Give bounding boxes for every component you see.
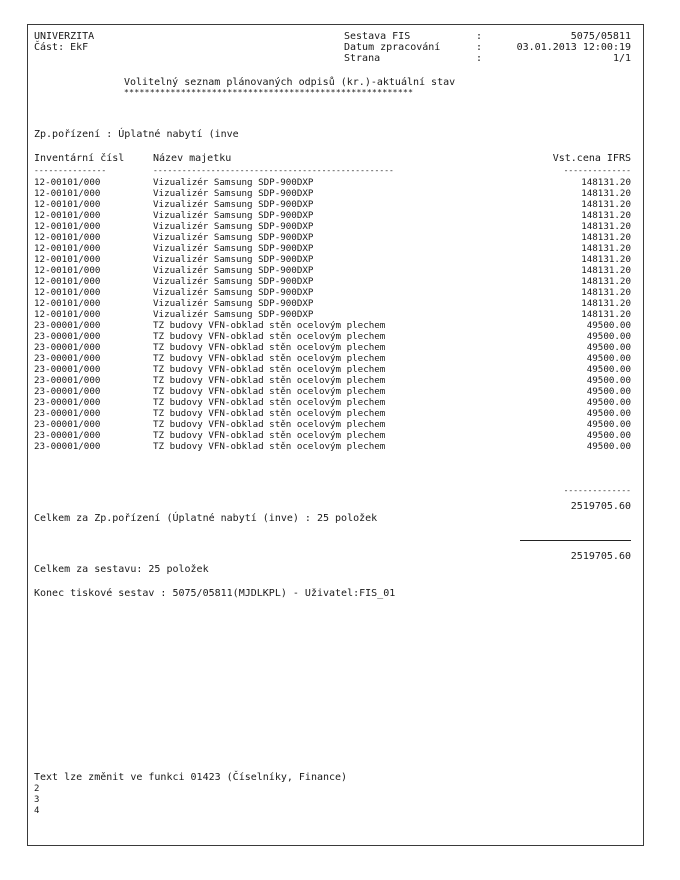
report-title: Volitelný seznam plánovaných odpisů (kr.)-aktuální stav xyxy=(124,77,456,88)
table-row xyxy=(28,364,645,375)
inventory-number: 23-00001/000 xyxy=(34,342,101,353)
table-row xyxy=(28,177,645,188)
asset-name: Vizualizér Samsung SDP-900DXP xyxy=(153,188,314,199)
table-row xyxy=(28,419,645,430)
asset-value: 49500.00 xyxy=(586,364,631,375)
asset-value: 148131.20 xyxy=(581,188,631,199)
asset-value: 49500.00 xyxy=(586,397,631,408)
table-row xyxy=(28,309,645,320)
asset-name: Vizualizér Samsung SDP-900DXP xyxy=(153,199,314,210)
inventory-number: 23-00001/000 xyxy=(34,441,101,452)
total-value: 2519705.60 xyxy=(570,551,631,562)
footer-line-2: 2 xyxy=(34,784,40,794)
asset-name: Vizualizér Samsung SDP-900DXP xyxy=(153,221,314,232)
table-row xyxy=(28,430,645,441)
asset-value: 148131.20 xyxy=(581,177,631,188)
asset-value: 49500.00 xyxy=(586,441,631,452)
table-row xyxy=(28,276,645,287)
page-sep: : xyxy=(476,53,483,64)
asset-name: TZ budovy VFN-obklad stěn ocelovým plechem xyxy=(153,364,386,375)
asset-value: 148131.20 xyxy=(581,232,631,243)
inventory-number: 12-00101/000 xyxy=(34,188,101,199)
inventory-number: 12-00101/000 xyxy=(34,309,101,320)
inventory-number: 12-00101/000 xyxy=(34,254,101,265)
inventory-number: 12-00101/000 xyxy=(34,221,101,232)
asset-value: 49500.00 xyxy=(586,353,631,364)
asset-name: Vizualizér Samsung SDP-900DXP xyxy=(153,309,314,320)
asset-name: Vizualizér Samsung SDP-900DXP xyxy=(153,232,314,243)
asset-value: 49500.00 xyxy=(586,408,631,419)
asset-value: 148131.20 xyxy=(581,199,631,210)
page-label: Strana xyxy=(344,53,381,64)
report-sep: : xyxy=(476,31,483,42)
asset-name: Vizualizér Samsung SDP-900DXP xyxy=(153,243,314,254)
processing-date: 03.01.2013 12:00:19 xyxy=(516,42,631,53)
org-part: Část: EkF xyxy=(34,42,89,53)
subtotal-dashes: -------------- xyxy=(563,486,631,495)
asset-name: TZ budovy VFN-obklad stěn ocelovým plechem xyxy=(153,375,386,386)
asset-name: TZ budovy VFN-obklad stěn ocelovým plechem xyxy=(153,419,386,430)
subtotal-label: Celkem za Zp.pořízení (Úplatné nabytí (inve) : 25 položek xyxy=(34,513,378,524)
inventory-number: 12-00101/000 xyxy=(34,243,101,254)
table-row xyxy=(28,254,645,265)
asset-name: Vizualizér Samsung SDP-900DXP xyxy=(153,298,314,309)
inventory-number: 12-00101/000 xyxy=(34,210,101,221)
asset-name: Vizualizér Samsung SDP-900DXP xyxy=(153,210,314,221)
asset-name: Vizualizér Samsung SDP-900DXP xyxy=(153,177,314,188)
asset-name: Vizualizér Samsung SDP-900DXP xyxy=(153,265,314,276)
inventory-number: 23-00001/000 xyxy=(34,408,101,419)
column-header-inventory: Inventární čísl xyxy=(34,153,125,164)
total-label: Celkem za sestavu: 25 položek xyxy=(34,564,209,575)
table-row xyxy=(28,210,645,221)
dash-name: -------------------------------------------------- xyxy=(153,166,394,175)
table-row xyxy=(28,408,645,419)
date-label: Datum zpracování xyxy=(344,42,441,53)
asset-name: TZ budovy VFN-obklad stěn ocelovým plechem xyxy=(153,353,386,364)
inventory-number: 23-00001/000 xyxy=(34,419,101,430)
table-row xyxy=(28,221,645,232)
asset-value: 49500.00 xyxy=(586,320,631,331)
asset-name: TZ budovy VFN-obklad stěn ocelovým plechem xyxy=(153,441,386,452)
group-label: Zp.pořízení : Úplatné nabytí (inve xyxy=(34,129,239,140)
asset-value: 148131.20 xyxy=(581,221,631,232)
asset-name: TZ budovy VFN-obklad stěn ocelovým plechem xyxy=(153,397,386,408)
table-row xyxy=(28,397,645,408)
footer-note: Text lze změnit ve funkci 01423 (Číselníky, Finance) xyxy=(34,772,348,783)
report-number: 5075/05811 xyxy=(570,31,631,42)
asset-name: TZ budovy VFN-obklad stěn ocelovým plechem xyxy=(153,342,386,353)
asset-value: 148131.20 xyxy=(581,243,631,254)
inventory-number: 12-00101/000 xyxy=(34,287,101,298)
asset-value: 49500.00 xyxy=(586,375,631,386)
total-rule xyxy=(520,540,631,541)
column-header-value: Vst.cena IFRS xyxy=(552,153,631,164)
inventory-number: 12-00101/000 xyxy=(34,199,101,210)
inventory-number: 23-00001/000 xyxy=(34,320,101,331)
asset-value: 148131.20 xyxy=(581,254,631,265)
asset-name: Vizualizér Samsung SDP-900DXP xyxy=(153,254,314,265)
asset-name: TZ budovy VFN-obklad stěn ocelovým plechem xyxy=(153,386,386,397)
asset-value: 49500.00 xyxy=(586,386,631,397)
asset-value: 148131.20 xyxy=(581,298,631,309)
date-sep: : xyxy=(476,42,483,53)
inventory-number: 12-00101/000 xyxy=(34,298,101,309)
table-row xyxy=(28,342,645,353)
asset-value: 148131.20 xyxy=(581,309,631,320)
inventory-number: 23-00001/000 xyxy=(34,375,101,386)
asset-name: TZ budovy VFN-obklad stěn ocelovým plechem xyxy=(153,320,386,331)
asset-value: 148131.20 xyxy=(581,276,631,287)
report-end-line: Konec tiskové sestav : 5075/05811(MJDLKPL) - Uživatel:FIS_01 xyxy=(34,588,396,599)
asset-value: 49500.00 xyxy=(586,331,631,342)
inventory-number: 23-00001/000 xyxy=(34,331,101,342)
asset-value: 148131.20 xyxy=(581,210,631,221)
inventory-number: 12-00101/000 xyxy=(34,232,101,243)
asset-value: 49500.00 xyxy=(586,342,631,353)
inventory-number: 23-00001/000 xyxy=(34,430,101,441)
asset-name: TZ budovy VFN-obklad stěn ocelovým plechem xyxy=(153,331,386,342)
table-row xyxy=(28,265,645,276)
title-underline: ******************************************************** xyxy=(124,88,414,97)
inventory-number: 23-00001/000 xyxy=(34,386,101,397)
subtotal-value: 2519705.60 xyxy=(570,501,631,512)
asset-value: 148131.20 xyxy=(581,287,631,298)
table-row xyxy=(28,287,645,298)
dash-inventory: --------------- xyxy=(34,166,107,175)
asset-name: Vizualizér Samsung SDP-900DXP xyxy=(153,276,314,287)
column-header-name: Název majetku xyxy=(153,153,232,164)
table-row xyxy=(28,188,645,199)
inventory-number: 12-00101/000 xyxy=(34,177,101,188)
asset-name: Vizualizér Samsung SDP-900DXP xyxy=(153,287,314,298)
footer-line-3: 3 xyxy=(34,795,40,805)
page-number: 1/1 xyxy=(612,53,631,64)
asset-value: 49500.00 xyxy=(586,430,631,441)
table-row xyxy=(28,353,645,364)
inventory-number: 23-00001/000 xyxy=(34,397,101,408)
asset-name: TZ budovy VFN-obklad stěn ocelovým plechem xyxy=(153,408,386,419)
dash-value: -------------- xyxy=(563,166,631,175)
footer-line-4: 4 xyxy=(34,806,40,816)
inventory-number: 12-00101/000 xyxy=(34,265,101,276)
asset-value: 148131.20 xyxy=(581,265,631,276)
inventory-number: 12-00101/000 xyxy=(34,276,101,287)
table-row xyxy=(28,320,645,331)
table-row xyxy=(28,441,645,452)
inventory-number: 23-00001/000 xyxy=(34,364,101,375)
table-row xyxy=(28,199,645,210)
table-row xyxy=(28,232,645,243)
report-page xyxy=(27,24,644,846)
table-row xyxy=(28,386,645,397)
asset-value: 49500.00 xyxy=(586,419,631,430)
inventory-number: 23-00001/000 xyxy=(34,353,101,364)
table-row xyxy=(28,298,645,309)
asset-name: TZ budovy VFN-obklad stěn ocelovým plechem xyxy=(153,430,386,441)
org-name: UNIVERZITA xyxy=(34,31,95,42)
report-label: Sestava FIS xyxy=(344,31,411,42)
table-row xyxy=(28,331,645,342)
table-row xyxy=(28,375,645,386)
table-row xyxy=(28,243,645,254)
